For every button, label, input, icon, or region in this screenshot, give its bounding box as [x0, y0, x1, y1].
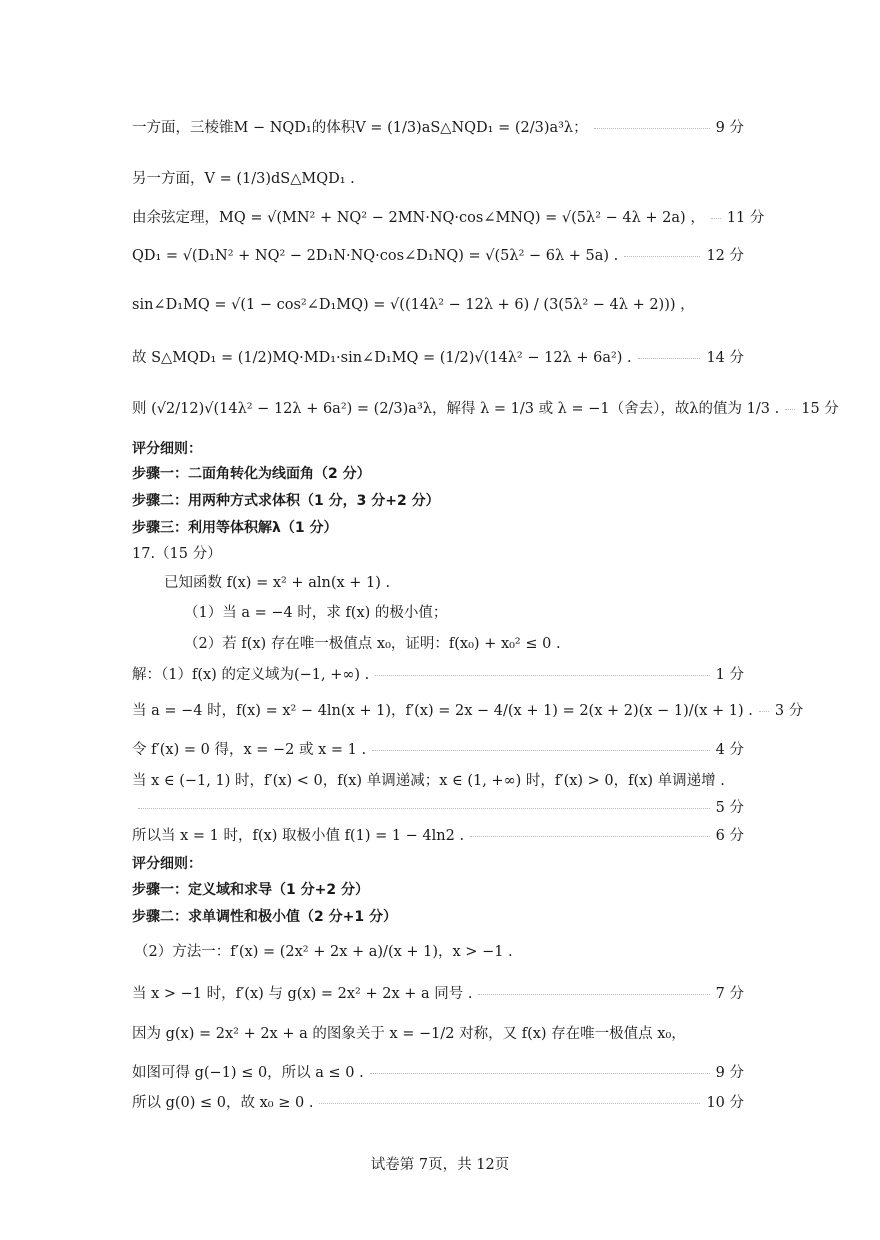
leader-dots: [638, 357, 701, 359]
line-text: QD₁ = √(D₁N² + NQ² − 2D₁N·NQ·cos∠D₁NQ) = √(5λ² − 6λ + 5a) .: [132, 248, 619, 264]
line-text: 步骤一：定义域和求导（1 分+2 分）: [132, 882, 369, 898]
score-label: 9 分: [715, 1065, 744, 1081]
line-text: 因为 g(x) = 2x² + 2x + a 的图象关于 x = −1/2 对称，又 f(x) 存在唯一极值点 x₀，: [132, 1026, 686, 1042]
score-label: 15 分: [801, 401, 839, 417]
score-label: 5 分: [715, 800, 744, 816]
line-17: [132, 743, 744, 758]
line-27: [132, 1066, 744, 1081]
line-text: 所以当 x = 1 时，f(x) 取极小值 f(1) = 1 − 4ln2 .: [132, 828, 465, 844]
leader-dots: [375, 674, 709, 676]
score-label: 12 分: [706, 248, 744, 264]
question-part-2: [132, 637, 796, 652]
line-text: 已知函数 f(x) = x² + aln(x + 1) .: [164, 575, 391, 591]
line-text: （2）若 f(x) 存在唯一极值点 x₀，证明：f(x₀) + x₀² ≤ 0 .: [184, 636, 561, 652]
line-text: 评分细则：: [132, 856, 202, 872]
line-text: 令 f′(x) = 0 得，x = −2 或 x = 1 .: [132, 742, 367, 758]
line-15: [132, 668, 744, 683]
line-text: 一方面，三棱锥M − NQD₁的体积V = (1/3)aS△NQD₁ = (2/3)a³λ；: [132, 120, 588, 136]
scoring-title: [132, 442, 744, 456]
leader-dots: [711, 217, 721, 219]
line-text: （2）方法一：f′(x) = (2x² + 2x + a)/(x + 1)，x > −1 .: [134, 944, 513, 960]
line-text: 步骤二：求单调性和极小值（2 分+1 分）: [132, 909, 397, 925]
line-5: [132, 351, 744, 366]
line-text: 当 a = −4 时，f(x) = x² − 4ln(x + 1)，f′(x) = 2x − 4/(x + 1) = 2(x + 2)(x − 1)/(x + 1) .: [132, 703, 753, 719]
line-1: [132, 172, 744, 187]
step-2: [132, 494, 744, 508]
score-label: 4 分: [715, 742, 744, 758]
question-part-1: [132, 606, 796, 621]
line-18: [132, 774, 744, 789]
line-25: [132, 987, 744, 1002]
line-3: [132, 249, 744, 264]
line-20: [132, 829, 744, 844]
line-text: 解：（1）f(x) 的定义域为(−1, +∞) .: [132, 667, 370, 683]
score-label: 10 分: [706, 1095, 744, 1111]
step-3: [132, 521, 744, 535]
line-text: 则 (√2/12)√(14λ² − 12λ + 6a²) = (2/3)a³λ，解得 λ = 1/3 或 λ = −1（舍去），故λ的值为 1/3 .: [132, 401, 780, 417]
line-16: [132, 703, 804, 719]
question-stem: [132, 576, 776, 591]
line-text: 所以 g(0) ≤ 0，故 x₀ ≥ 0 .: [132, 1095, 314, 1111]
line-6: [132, 401, 839, 417]
line-text: sin∠D₁MQ = √(1 − cos²∠D₁MQ) = √((14λ² − 12λ + 6) / (3(5λ² − 4λ + 2))) ，: [132, 297, 695, 313]
line-text: 由余弦定理，MQ = √(MN² + NQ² − 2MN·NQ·cos∠MNQ) = √(5λ² − 4λ + 2a) ，: [132, 210, 705, 226]
score-label: 9 分: [715, 120, 744, 136]
step-1: [132, 467, 744, 481]
line-text: 另一方面，V = (1/3)dS△MQD₁ .: [132, 171, 355, 187]
line-4: [132, 298, 744, 313]
line-28: [132, 1096, 744, 1111]
score-label: 7 分: [715, 986, 744, 1002]
leader-dots: [138, 807, 710, 809]
score-label: 11 分: [726, 210, 765, 226]
line-text: 步骤二：用两种方式求体积（1 分，3 分+2 分）: [132, 493, 440, 509]
line-text: 当 x ∈ (−1, 1) 时，f′(x) < 0，f(x) 单调递减；x ∈ (1, +∞) 时，f′(x) > 0，f(x) 单调递增 .: [132, 773, 725, 789]
score-label: 6 分: [715, 828, 744, 844]
leader-dots: [319, 1102, 700, 1104]
line-text: 如图可得 g(−1) ≤ 0，所以 a ≤ 0 .: [132, 1065, 364, 1081]
score-label: 1 分: [715, 667, 744, 683]
line-0: [132, 121, 744, 136]
step-2b: [132, 910, 744, 924]
score-label: 14 分: [706, 350, 744, 366]
scoring-title-2: [132, 857, 744, 871]
line-26: [132, 1027, 744, 1042]
leader-dots: [594, 127, 710, 129]
leader-dots: [370, 1072, 710, 1074]
leader-dots: [785, 408, 795, 410]
line-text: 步骤三：利用等体积解λ（1 分）: [132, 520, 338, 536]
line-2: [132, 210, 765, 226]
line-text: 故 S△MQD₁ = (1/2)MQ·MD₁·sin∠D₁MQ = (1/2)√(14λ² − 12λ + 6a²) .: [132, 350, 632, 366]
leader-dots: [372, 749, 710, 751]
leader-dots: [470, 835, 710, 837]
score-label: 3 分: [774, 703, 804, 719]
step-1b: [132, 883, 744, 897]
line-text: 评分细则：: [132, 441, 202, 457]
line-text: （1）当 a = −4 时，求 f(x) 的极小值；: [184, 605, 448, 621]
line-text: 当 x > −1 时，f′(x) 与 g(x) = 2x² + 2x + a 同号 .: [132, 986, 473, 1002]
line-19: [132, 801, 744, 816]
line-24: [132, 945, 746, 960]
question-number: [132, 547, 744, 562]
page-footer: 试卷第 7页，共 12页: [370, 1157, 510, 1173]
leader-dots: [624, 255, 700, 257]
leader-dots: [478, 993, 709, 995]
line-text: 17.（15 分）: [132, 546, 222, 562]
leader-dots: [759, 710, 769, 712]
line-text: 步骤一：二面角转化为线面角（2 分）: [132, 466, 371, 482]
